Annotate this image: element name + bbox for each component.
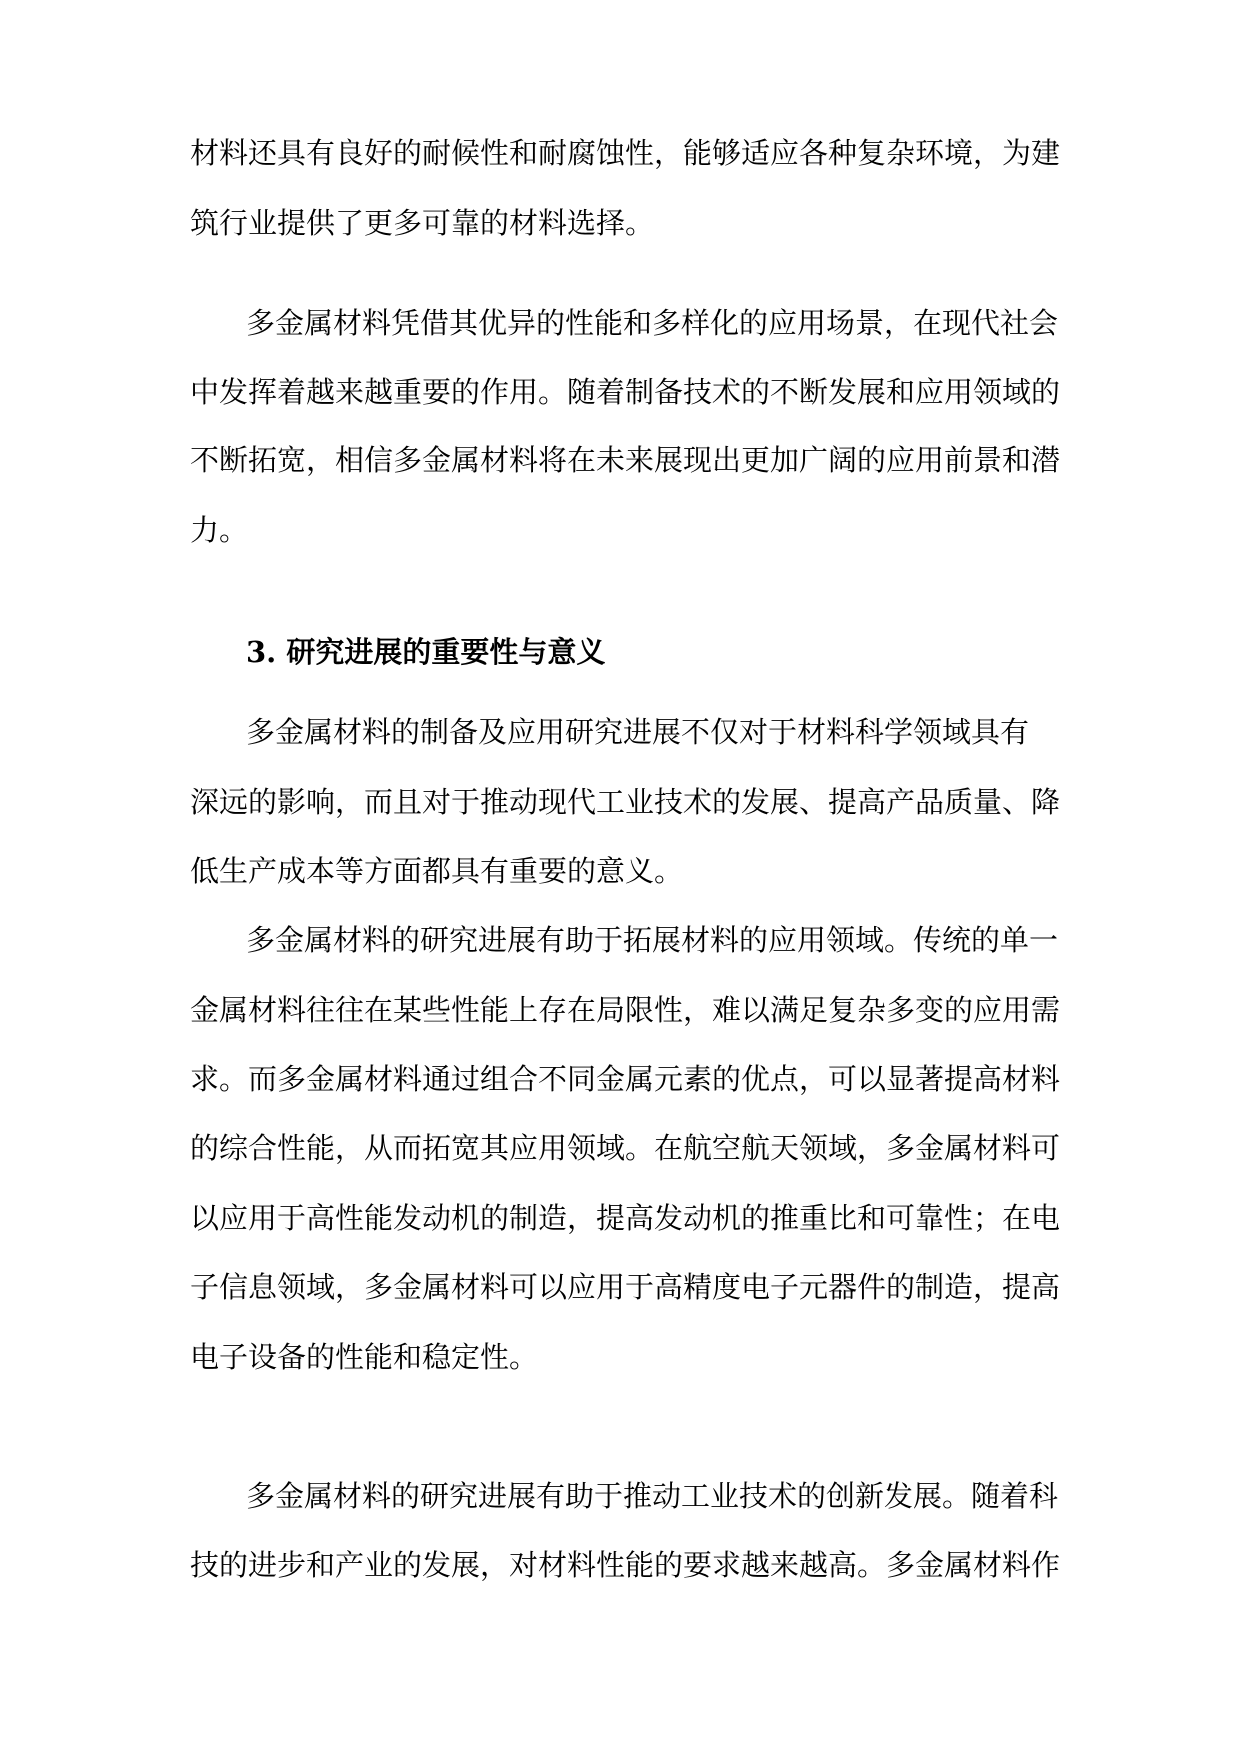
text-line: 多金属材料的研究进展有助于拓展材料的应用领域。传统的单一	[246, 923, 1059, 957]
text-line: 多金属材料的研究进展有助于推动工业技术的创新发展。随着科	[246, 1479, 1059, 1513]
text-line: 多金属材料的制备及应用研究进展不仅对于材料科学领域具有	[246, 715, 1030, 749]
text-line: 深远的影响，而且对于推动现代工业技术的发展、提高产品质量、降	[190, 785, 1061, 819]
text-line: 求。而多金属材料通过组合不同金属元素的优点，可以显著提高材料	[190, 1062, 1061, 1096]
text-line: 材料还具有良好的耐候性和耐腐蚀性，能够适应各种复杂环境，为建	[190, 136, 1061, 170]
text-line: 低生产成本等方面都具有重要的意义。	[190, 854, 684, 888]
text-line: 电子设备的性能和稳定性。	[190, 1340, 539, 1374]
text-line: 以应用于高性能发动机的制造，提高发动机的推重比和可靠性；在电	[190, 1201, 1061, 1235]
text-line: 的综合性能，从而拓宽其应用领域。在航空航天领域，多金属材料可	[190, 1131, 1061, 1165]
section-heading-text: 3. 研究进展的重要性与意义	[246, 635, 606, 669]
text-line: 中发挥着越来越重要的作用。随着制备技术的不断发展和应用领域的	[190, 375, 1061, 409]
text-line: 不断拓宽，相信多金属材料将在未来展现出更加广阔的应用前景和潜	[190, 443, 1061, 477]
text-line: 多金属材料凭借其优异的性能和多样化的应用场景，在现代社会	[246, 306, 1059, 340]
text-line: 力。	[190, 513, 249, 547]
text-line: 技的进步和产业的发展，对材料性能的要求越来越高。多金属材料作	[190, 1548, 1061, 1582]
text-line: 子信息领域，多金属材料可以应用于高精度电子元器件的制造，提高	[190, 1270, 1061, 1304]
text-line: 金属材料往往在某些性能上存在局限性，难以满足复杂多变的应用需	[190, 993, 1061, 1027]
text-line: 筑行业提供了更多可靠的材料选择。	[190, 206, 655, 240]
